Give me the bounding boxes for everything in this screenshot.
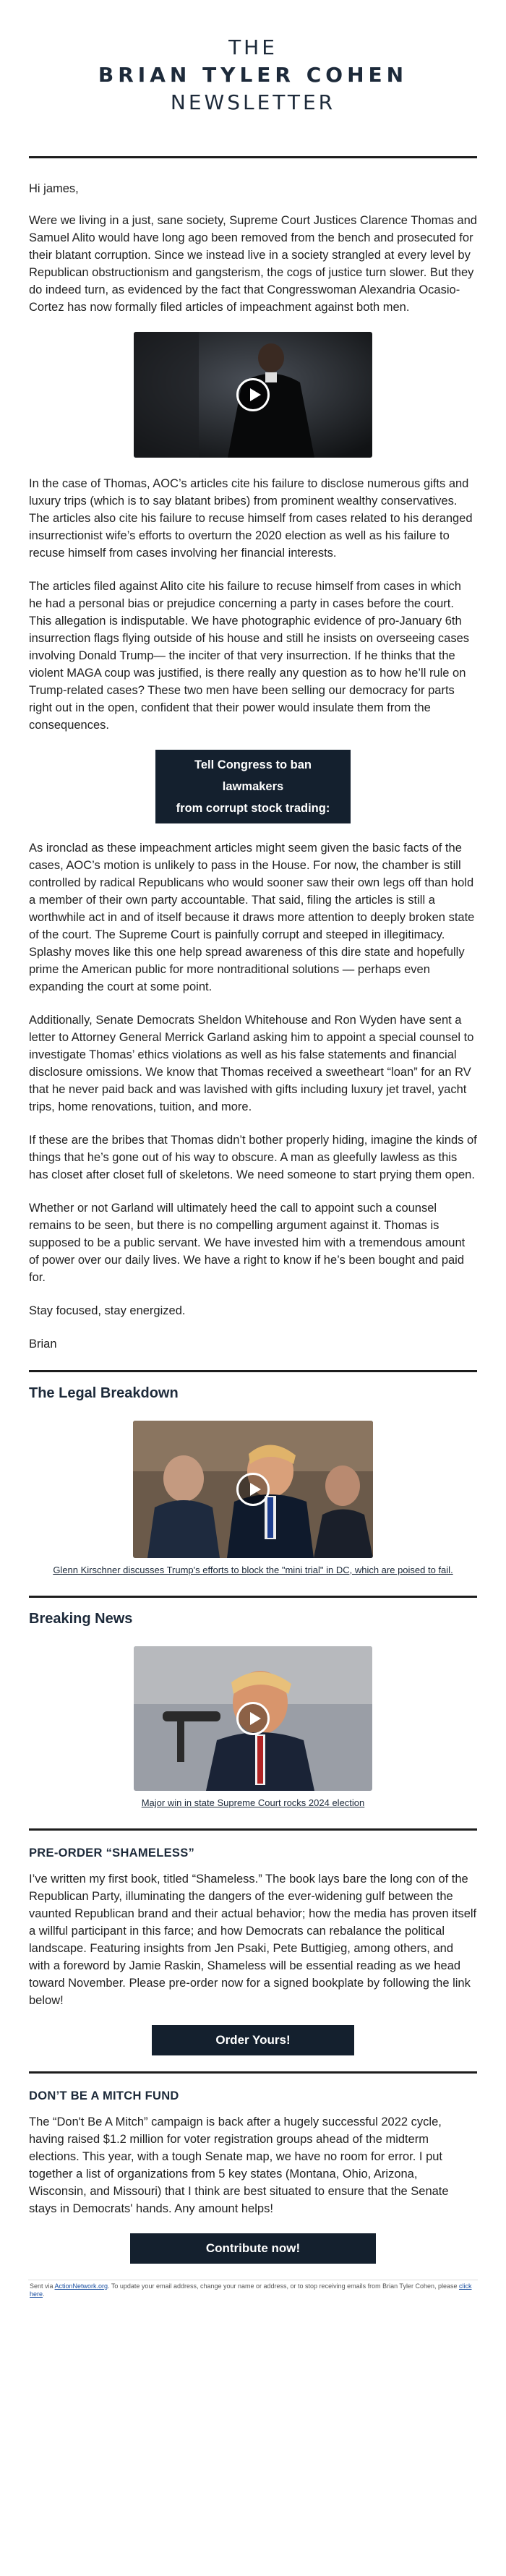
letter-paragraph: As ironclad as these impeachment articles might seem given the basic facts of the cases, AOC’s motion is unlikely to pass in the House. For now, the chamber is still controlled by radical Republicans who would sooner saw their own legs off than hold a member of their own party accountable. That said, filing the articles is still a worthwhile act in and of itself because it draws more attention to deeply broken state of the court. The Supreme Court is painfully corrupt and steeped in illegitimacy. Splashy moves like this one help spread awareness of this dire state and hopefully prime the American public for more nontraditional solutions — perhaps even expanding the court at some point. <box>29 842 475 993</box>
cta-line: Tell Congress to ban lawmakers <box>194 758 312 793</box>
breaking-video-thumbnail[interactable] <box>134 1646 372 1791</box>
letter-paragraph: In the case of Thomas, AOC’s articles cite his failure to disclose numerous gifts and luxury trips (which is to say blatant bribes) from prominent wealthy conservatives. The articles also cite his failure to recuse himself from cases related to his deranged insurrectionist wife’s efforts to overturn the 2020 election as well as his failure to recuse himself from cases involving her financial interests. <box>29 477 473 560</box>
greeting: Hi james, <box>29 182 79 195</box>
breaking-news-title: Breaking News <box>29 1611 133 1627</box>
legal-video-caption-link[interactable]: Glenn Kirschner discusses Trump's efforts to block the "mini trial" in DC, which are poised to fail. <box>53 1565 453 1575</box>
newsletter-masthead <box>29 0 477 158</box>
letter-paragraph: If these are the bribes that Thomas didn’t bother properly hiding, imagine the kinds of things that he’s gone out of his way to obscure. A man as gleefully lawless as this has closet after closet full of skeletons. We need someone to start prying them open. <box>29 1134 477 1181</box>
mitch-fund-title: DON’T BE A MITCH FUND <box>29 2089 179 2102</box>
letter-paragraph: Stay focused, stay energized. <box>29 1304 186 1317</box>
section-divider <box>29 1596 477 1598</box>
cta-line: from corrupt stock trading: <box>176 802 330 815</box>
masthead-the: THE <box>228 35 278 59</box>
mitch-fund-body: The “Don't Be A Mitch” campaign is back after a hugely successful 2022 cycle, having raised $1.2 million for voter registration groups ahead of the midterm elections. This year, with a tough Senate map, we have no room for error. I put together a list of organizations from 5 key states (Montana, Ohio, Arizona, Wisconsin, and Missouri) that I think are best situated to ensure that the Senate stays in Democrats' hands. Any amount helps! <box>29 2115 449 2215</box>
order-book-button[interactable]: Order Yours! <box>152 2025 354 2055</box>
section-divider <box>29 1828 477 1831</box>
thomas-video-thumbnail[interactable] <box>134 332 372 458</box>
contribute-button[interactable]: Contribute now! <box>130 2233 376 2264</box>
letter-paragraph: Additionally, Senate Democrats Sheldon Whitehouse and Ron Wyden have sent a letter to Attorney General Merrick Garland asking him to appoint a special counsel to investigate Thomas’ ethics violations as well as his false statements and financial disclosure omissions. We know that Thomas received a sweetheart “loan” for an RV that he never paid back and was lavished with gifts including luxury jet travel, yacht trips, home renovations, tuition, and more. <box>29 1014 474 1113</box>
legal-breakdown-title: The Legal Breakdown <box>29 1385 179 1401</box>
signoff: Brian <box>29 1338 57 1351</box>
section-divider <box>29 2071 477 2074</box>
email-footer <box>28 2280 478 2301</box>
legal-video-thumbnail[interactable] <box>133 1421 373 1558</box>
play-icon[interactable] <box>236 1473 270 1506</box>
play-icon[interactable] <box>236 378 270 411</box>
letter-paragraph: The articles filed against Alito cite his failure to recuse himself from cases in which he had a personal bias or prejudice concerning a party in cases before the court. This allegation is indisputable. We have photographic evidence of pro-January 6th insurrection flags flying outside of his house and still he insists on overseeing cases involving Donald Trump— the inciter of that very insurrection. If he thinks that the violent MAGA coup was justified, is there really any question as to how he’ll rule on Trump-related cases? These two men have been selling our democracy for parts right out in the open, confident that their power would insulate them from the consequences. <box>29 580 470 732</box>
letter-paragraph: Were we living in a just, sane society, Supreme Court Justices Clarence Thomas and Samuel Alito would have long ago been removed from the bench and prosecuted for their blatant corruption. Since we instead live in a society strangled at every level by Republican obstructionism and gangsterism, the cogs of justice turn slower. But they do indeed turn, as evidenced by the fact that Congresswoman Alexandria Ocasio-Cortez has now formally filed articles of impeachment against both men. <box>29 214 477 314</box>
footer-text: . To update your email address, change your name or address, or to stop receiving emails from Brian Tyler Cohen, please <box>108 2282 459 2290</box>
unsubscribe-link[interactable]: click here <box>30 2282 472 2298</box>
breaking-video-caption-link[interactable]: Major win in state Supreme Court rocks 2024 election <box>141 1797 365 1808</box>
actionnetwork-link[interactable]: ActionNetwork.org <box>54 2282 108 2290</box>
section-divider <box>29 1370 477 1372</box>
preorder-title: PRE-ORDER “SHAMELESS” <box>29 1847 195 1860</box>
stock-trading-petition-button[interactable] <box>155 750 351 823</box>
masthead-name: BRIAN TYLER COHEN <box>98 63 408 87</box>
footer-text: . <box>43 2290 45 2298</box>
play-icon[interactable] <box>236 1702 270 1735</box>
preorder-body: I’ve written my first book, titled “Shameless.” The book lays bare the long con of the Republican Party, illuminating the dangers of the ever-widening gulf between the vaunted Republican brand and their actual behavior; how the media has proven itself a willful participant in this farce; and how Democrats can rebalance the political landscape. Featuring insights from Jen Psaki, Pete Buttigieg, among others, and with a foreword by Jamie Raskin, Shameless will be essential reading as we head toward November. Please pre-order now for a signed bookplate by following the link below! <box>29 1873 477 2007</box>
footer-text: Sent via <box>30 2282 55 2290</box>
masthead-newsletter: NEWSLETTER <box>170 90 336 114</box>
letter-paragraph: Whether or not Garland will ultimately heed the call to appoint such a counsel remains to be seen, but there is no compelling argument against it. Thomas is supposed to be a public servant. We have invested him with a tremendous amount of power over our daily lives. We have a right to know if he’s been bought and paid for. <box>29 1202 466 1284</box>
